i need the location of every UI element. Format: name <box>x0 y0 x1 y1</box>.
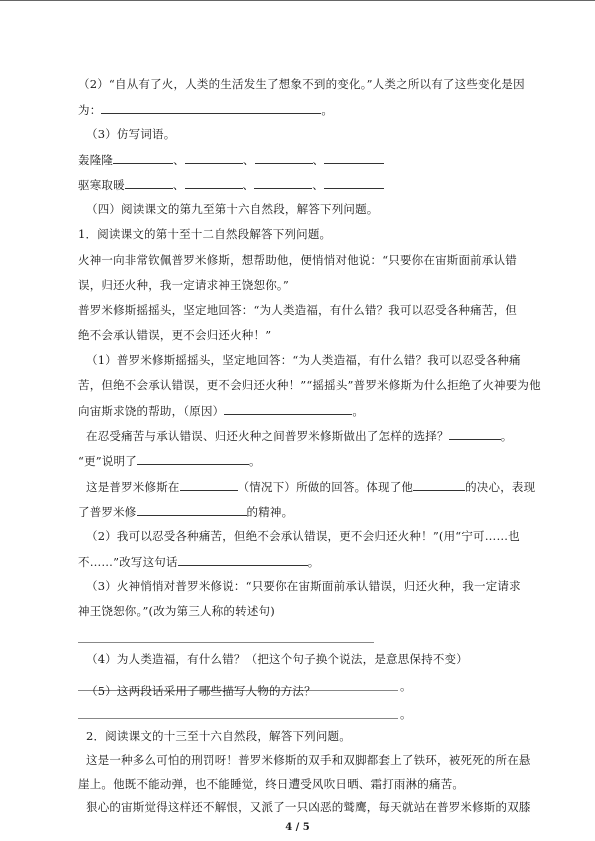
passage-4-line-1: 狠心的宙斯觉得这样还不解恨，又派了一只凶恶的鹫鹰，每天就站在普罗米修斯的双膝 <box>86 800 531 814</box>
choice-prefix: 在忍受痛苦与承认错误、归还火种之间普罗米修斯做出了怎样的选择？ <box>86 429 449 443</box>
q3-blank-1-2[interactable] <box>185 151 243 164</box>
q3-blank-1-1[interactable] <box>113 151 173 164</box>
passage-2-line-2: 绝不会承认错误，更不会归还火种！” <box>78 328 272 342</box>
q3-row-1 <box>78 151 384 168</box>
part-2-title: 2．阅读课文的十三至十六自然段，解答下列问题。 <box>86 729 351 743</box>
separator: 、 <box>173 153 185 167</box>
q2-suffix: 。 <box>321 103 334 117</box>
reason-blank[interactable] <box>224 402 352 415</box>
answer-line-2 <box>78 503 293 520</box>
passage-1-line-1: 火神一向非常钦佩普罗米修斯，想帮助他，便悄悄对他说：“只要你在宙斯面前承认错 <box>78 253 517 267</box>
sub1-line-3 <box>78 402 364 419</box>
separator: 、 <box>172 178 185 192</box>
sub5-answer-line[interactable] <box>78 718 398 719</box>
q3-blank-1-4[interactable] <box>324 151 384 164</box>
answer-text-a: 这是普罗米修斯在 <box>86 480 180 494</box>
q3-blank-2-2[interactable] <box>185 176 243 189</box>
passage-2-line-1: 普罗米修斯摇摇头，坚定地回答：“为人类造福，有什么错？我可以忍受各种痛苦，但 <box>78 303 517 317</box>
sub1-line-1: （1）普罗米修斯摇摇头，坚定地回答：“为人类造福，有什么错？我可以忍受各种痛 <box>86 353 521 367</box>
sub5-line: （5）这两段话采用了哪些描写人物的方法？ <box>86 684 316 698</box>
passage-3-line-1: 这是一种多么可怕的刑罚呀！普罗米修斯的双手和双脚都套上了铁环，被死死的所在悬 <box>86 753 531 767</box>
q3-row-2 <box>78 176 384 193</box>
q3-blank-1-3[interactable] <box>255 151 313 164</box>
passage-3-line-2: 崖上。他既不能动弹，也不能睡觉，终日遭受风吹日晒、霜打雨淋的痛苦。 <box>78 777 465 791</box>
q2-answer-blank[interactable] <box>101 101 321 114</box>
part-1-title: 1．阅读课文的第十至十二自然段解答下列问题。 <box>78 227 332 241</box>
q2-line-1: （2）“自从有了火，人类的生活发生了想象不到的变化。”人类之所以有了这些变化是因 <box>78 77 525 91</box>
q3-word-2: 驱寒取暖 <box>78 178 125 192</box>
separator: 、 <box>242 153 255 167</box>
passage-1-line-2: 误，归还火种，我一定请求神王饶恕你。” <box>78 278 289 292</box>
answer-text-e: 的精神。 <box>246 505 294 519</box>
sub2-suffix: 。 <box>307 555 320 569</box>
sub2-line-2 <box>78 553 319 570</box>
answer-text-c: 的决心，表现 <box>465 480 536 494</box>
choice-blank[interactable] <box>449 427 501 440</box>
sub3-line-2: 神王饶恕你。”(改为第三人称的转述句) <box>78 604 275 618</box>
separator: 、 <box>312 153 325 167</box>
separator: 、 <box>312 178 324 192</box>
q3-word-1: 轰隆隆 <box>78 153 114 167</box>
q2-prefix: 为： <box>78 103 102 117</box>
answer-text-b: （情况下）所做的回答。体现了他 <box>237 480 414 494</box>
rewrite-blank[interactable] <box>178 553 308 566</box>
geng-prefix: “更”说明了 <box>78 454 137 468</box>
choice-line-2 <box>78 452 261 469</box>
answer-line-1 <box>86 478 535 495</box>
sub3-line-1: （3）火神悄悄对普罗米修说：“只要你在宙斯面前承认错误，归还火种，我一定请求 <box>86 579 521 593</box>
situation-blank[interactable] <box>180 478 238 491</box>
sub1-suffix: 。 <box>352 404 365 418</box>
q3-blank-2-3[interactable] <box>254 176 312 189</box>
spirit-blank[interactable] <box>137 503 247 516</box>
q3-blank-2-4[interactable] <box>324 176 384 189</box>
geng-suffix: 。 <box>248 454 261 468</box>
separator: 、 <box>242 178 255 192</box>
choice-line-1 <box>86 427 512 444</box>
geng-blank[interactable] <box>137 452 249 465</box>
page-number: 4 / 5 <box>285 822 310 833</box>
sub1-prefix: 向宙斯求饶的帮助，（原因） <box>78 404 225 418</box>
sub3-answer-line[interactable] <box>78 642 374 643</box>
choice-suffix: 。 <box>500 429 513 443</box>
q3-title: （3）仿写词语。 <box>86 127 176 141</box>
sub5-end: 。 <box>400 707 412 721</box>
sub2-prefix: 不……”改写这句话 <box>78 555 178 569</box>
sub4-end: 。 <box>400 679 412 693</box>
answer-text-d: 了普罗米修 <box>78 505 137 519</box>
q2-line-2 <box>78 101 333 118</box>
section-4-title: （四）阅读课文的第九至第十六自然段，解答下列问题。 <box>86 202 379 216</box>
determination-blank[interactable] <box>413 478 465 491</box>
sub1-line-2: 苦，但绝不会承认错误，更不会归还火种！”“摇摇头”普罗米修斯为什么拒绝了火神要为他 <box>78 378 541 392</box>
sub4-line: （4）为人类造福，有什么错？（把这个句子换个说法，是意思保持不变） <box>86 652 468 666</box>
q3-blank-2-1[interactable] <box>125 176 173 189</box>
sub2-line-1: （2）我可以忍受各种痛苦，但绝不会承认错误，更不会归还火种！”(用“宁可……也 <box>86 529 520 543</box>
